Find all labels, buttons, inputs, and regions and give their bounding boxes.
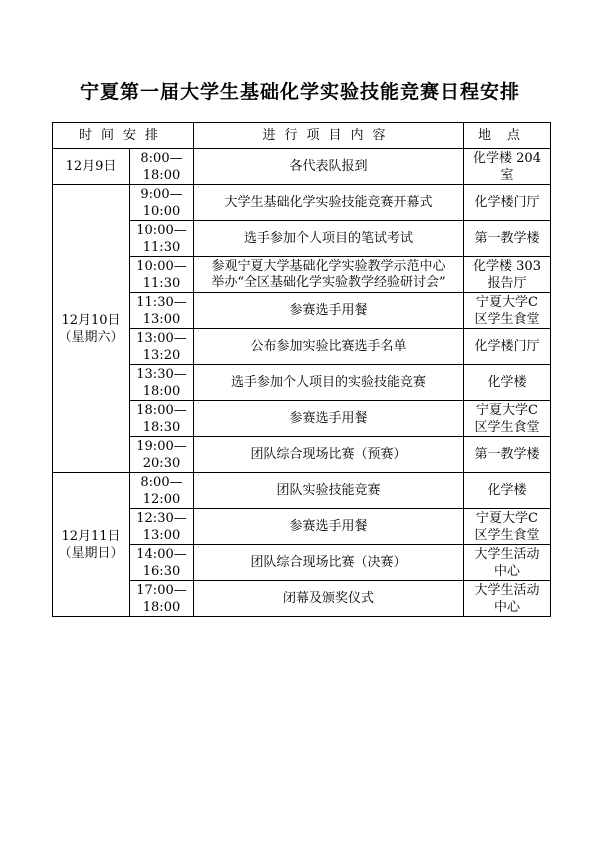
place-cell (464, 257, 551, 293)
time-end: 18:00 (142, 383, 181, 399)
time-cell (130, 401, 194, 437)
place-cell: 第一教学楼 (464, 437, 551, 473)
time-cell (130, 221, 194, 257)
place-cell (464, 293, 551, 329)
time-cell (130, 329, 194, 365)
time-end: 18:00 (142, 599, 181, 615)
content-cell: 参赛选手用餐 (194, 401, 464, 437)
time-start: 8:00— (140, 150, 183, 166)
time-start: 13:30— (136, 366, 187, 382)
place-line: 区学生食堂 (474, 311, 540, 327)
time-start: 18:00— (136, 402, 187, 418)
content-cell: 选手参加个人项目的笔试考试 (194, 221, 464, 257)
time-start: 12:30— (136, 510, 187, 526)
weekday-text: （星期日） (58, 545, 124, 561)
place-line: 室 (500, 167, 514, 183)
time-cell (130, 581, 194, 617)
table-row (53, 149, 551, 185)
place-line: 化学楼 204 (473, 150, 541, 166)
schedule-table (52, 122, 551, 617)
content-cell: 参赛选手用餐 (194, 509, 464, 545)
time-end: 11:30 (142, 239, 181, 255)
content-line: 举办“全区基础化学实验教学经验研讨会” (211, 274, 446, 290)
time-end: 16:30 (142, 563, 181, 579)
place-line: 宁夏大学C (476, 402, 538, 418)
date-text: 12月9日 (65, 159, 117, 174)
time-start: 10:00— (136, 222, 187, 238)
table-header-row (53, 123, 551, 149)
date-text: 12月10日 (61, 312, 121, 328)
time-start: 19:00— (136, 438, 187, 454)
time-cell (130, 293, 194, 329)
time-end: 13:00 (142, 527, 181, 543)
place-line: 宁夏大学C (476, 510, 538, 526)
time-start: 9:00— (140, 186, 183, 202)
place-cell (464, 509, 551, 545)
content-line: 参观宁夏大学基础化学实验教学示范中心 (211, 258, 446, 274)
place-cell (464, 401, 551, 437)
time-cell (130, 473, 194, 509)
content-cell: 公布参加实验比赛选手名单 (194, 329, 464, 365)
content-cell: 团队综合现场比赛（预赛） (194, 437, 464, 473)
date-cell (53, 473, 130, 617)
weekday-text: （星期六） (58, 329, 124, 345)
time-start: 10:00— (136, 258, 187, 274)
time-end: 12:00 (142, 491, 181, 507)
place-line: 化学楼 303 (473, 258, 541, 274)
content-cell: 选手参加个人项目的实验技能竞赛 (194, 365, 464, 401)
time-start: 11:30— (136, 294, 187, 310)
content-cell: 团队综合现场比赛（决赛） (194, 545, 464, 581)
time-cell (130, 545, 194, 581)
place-cell: 第一教学楼 (464, 221, 551, 257)
time-start: 8:00— (140, 474, 183, 490)
place-line: 大学生活动 (474, 546, 540, 562)
time-cell (130, 149, 194, 185)
header-event-content: 进行项目内容 (194, 123, 464, 149)
time-end: 18:00 (142, 167, 181, 183)
place-cell (464, 545, 551, 581)
content-cell (194, 257, 464, 293)
place-line: 中心 (494, 563, 521, 579)
time-cell (130, 185, 194, 221)
time-cell (130, 437, 194, 473)
time-cell (130, 257, 194, 293)
content-cell: 各代表队报到 (194, 149, 464, 185)
place-line: 大学生活动 (474, 582, 540, 598)
date-text: 12月11日 (61, 528, 121, 544)
content-cell: 团队实验技能竞赛 (194, 473, 464, 509)
time-start: 13:00— (136, 330, 187, 346)
place-cell: 化学楼 (464, 365, 551, 401)
time-start: 17:00— (136, 582, 187, 598)
place-cell: 化学楼门厅 (464, 185, 551, 221)
time-end: 13:00 (142, 311, 181, 327)
date-cell (53, 185, 130, 473)
time-cell (130, 365, 194, 401)
time-end: 20:30 (142, 455, 181, 471)
time-end: 11:30 (142, 275, 181, 291)
place-line: 宁夏大学C (476, 294, 538, 310)
place-line: 报告厅 (487, 275, 527, 291)
content-cell: 闭幕及颁奖仪式 (194, 581, 464, 617)
place-cell (464, 149, 551, 185)
content-cell: 参赛选手用餐 (194, 293, 464, 329)
header-time-schedule: 时间安排 (53, 123, 194, 149)
place-cell: 化学楼 (464, 473, 551, 509)
content-cell: 大学生基础化学实验技能竞赛开幕式 (194, 185, 464, 221)
table-row (53, 185, 551, 221)
header-location: 地点 (464, 123, 551, 149)
time-end: 10:00 (142, 203, 181, 219)
place-cell: 化学楼门厅 (464, 329, 551, 365)
time-end: 18:30 (142, 419, 181, 435)
date-cell (53, 149, 130, 185)
place-line: 中心 (494, 599, 521, 615)
place-line: 区学生食堂 (474, 419, 540, 435)
page-title: 宁夏第一届大学生基础化学实验技能竞赛日程安排 (79, 81, 520, 103)
place-line: 区学生食堂 (474, 527, 540, 543)
time-cell (130, 509, 194, 545)
table-row (53, 473, 551, 509)
place-cell (464, 581, 551, 617)
time-end: 13:20 (142, 347, 181, 363)
time-start: 14:00— (136, 546, 187, 562)
